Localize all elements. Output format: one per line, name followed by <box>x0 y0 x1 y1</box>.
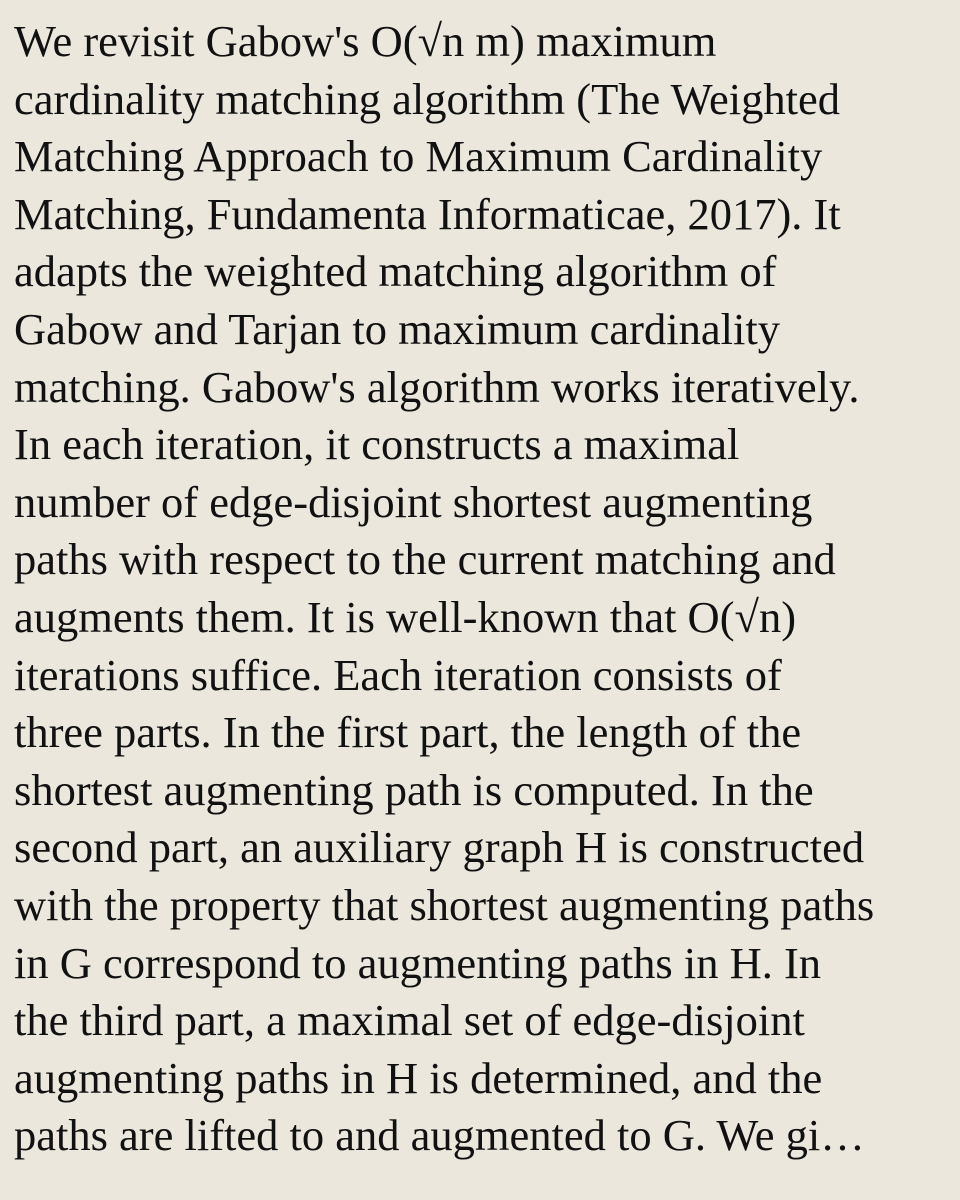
abstract-line-12: iterations suffice. Each iteration consists of <box>14 649 782 700</box>
abstract-line-14: shortest augmenting path is computed. In the <box>14 764 814 815</box>
abstract-line-18: the third part, a maximal set of edge-disjoint <box>14 995 805 1046</box>
abstract-line-1: We revisit Gabow's O(√n m) maximum <box>14 16 717 66</box>
abstract-line-11: augments them. It is well-known that O(√n) <box>14 591 797 642</box>
abstract-line-7: matching. Gabow's algorithm works iteratively. <box>14 361 860 412</box>
abstract-line-10: paths with respect to the current matching and <box>14 534 836 585</box>
abstract-line-13: three parts. In the first part, the length of the <box>14 707 802 758</box>
abstract-line-4: Matching, Fundamenta Informaticae, 2017). It <box>14 188 841 239</box>
abstract-line-19: augmenting paths in H is determined, and the <box>14 1052 823 1103</box>
abstract-line-5: adapts the weighted matching algorithm of <box>14 246 777 297</box>
abstract-line-8: In each iteration, it constructs a maximal <box>14 419 740 470</box>
abstract-paragraph <box>14 13 954 1165</box>
abstract-line-3: Matching Approach to Maximum Cardinality <box>14 131 823 182</box>
abstract-line-16: with the property that shortest augmenting paths <box>14 879 875 930</box>
abstract-line-20: paths are lifted to and augmented to G. We gi… <box>14 1110 865 1161</box>
abstract-line-17: in G correspond to augmenting paths in H. In <box>14 937 822 988</box>
abstract-line-15: second part, an auxiliary graph H is constructed <box>14 822 865 873</box>
abstract-line-2: cardinality matching algorithm (The Weighted <box>14 73 841 124</box>
abstract-line-6: Gabow and Tarjan to maximum cardinality <box>14 303 780 354</box>
abstract-line-9: number of edge-disjoint shortest augmenting <box>14 476 813 527</box>
